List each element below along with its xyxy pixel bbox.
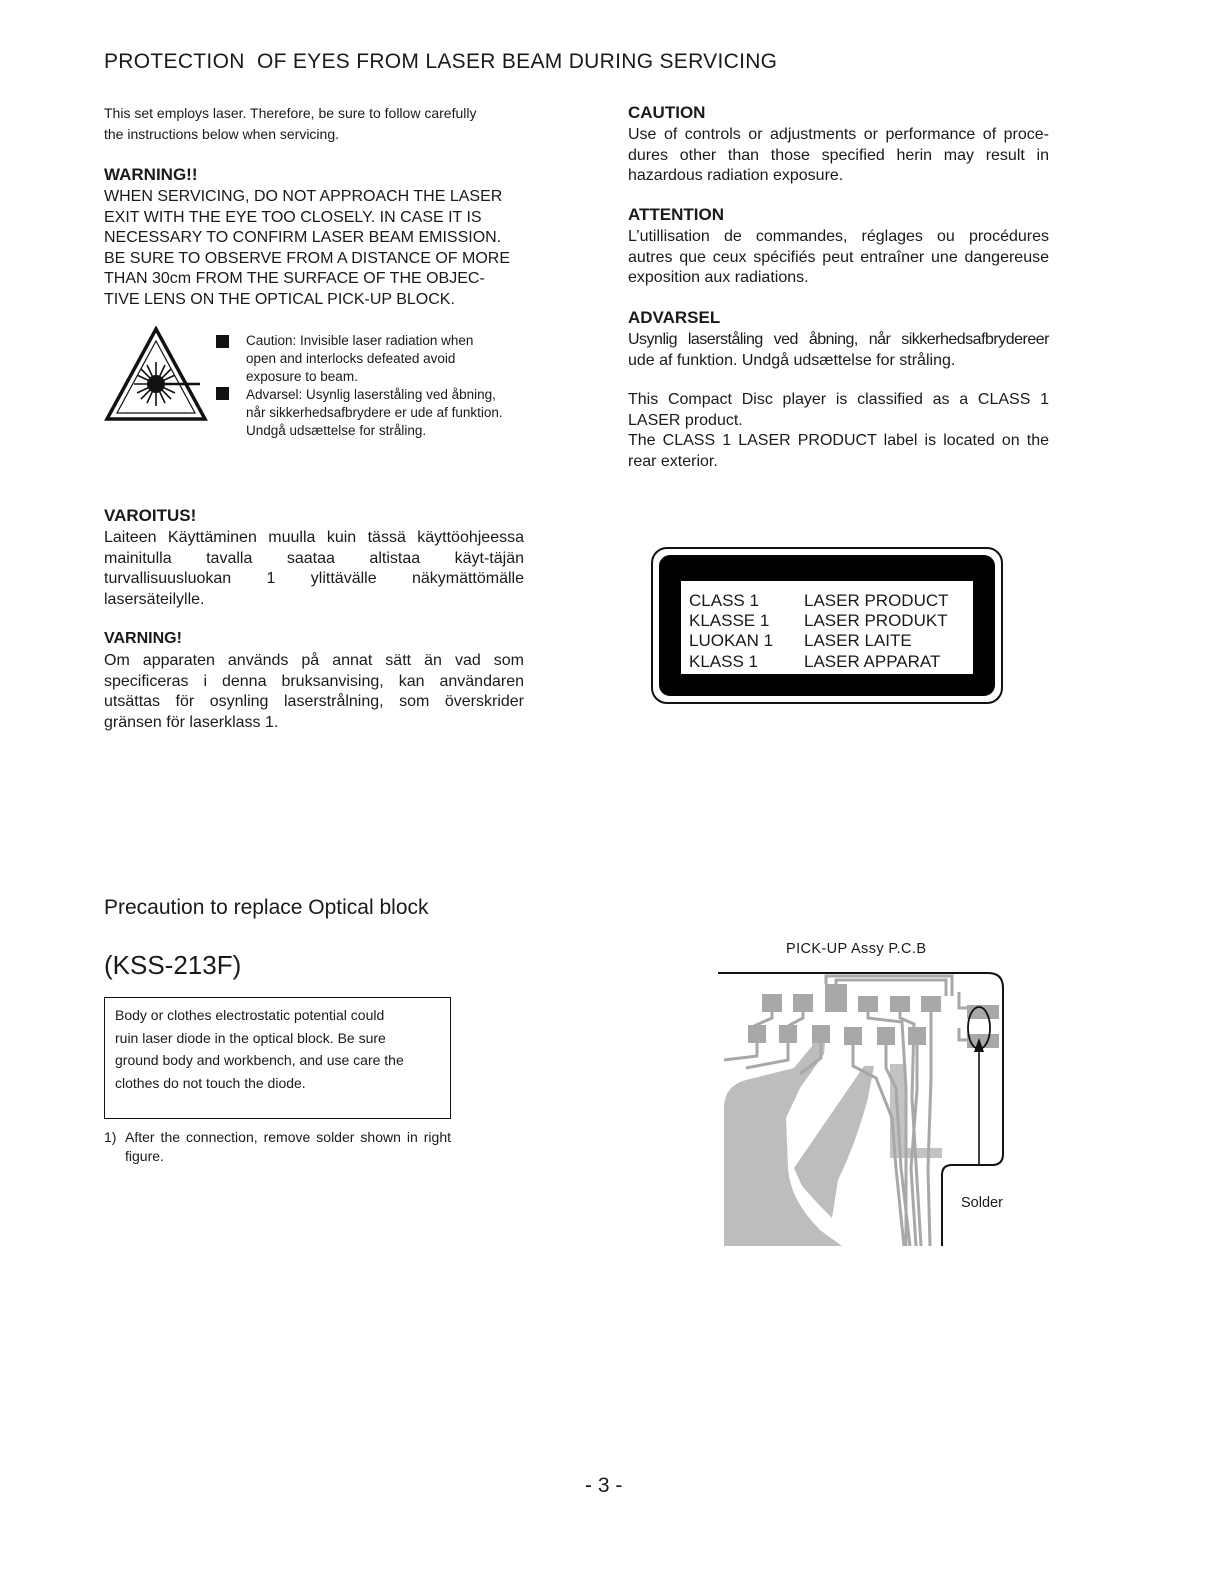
varning-line: gränsen för laserklass 1. [104, 713, 279, 731]
esd-note-line: clothes do not touch the diode. [115, 1074, 306, 1091]
label-product: LASER PRODUKT [804, 611, 948, 630]
esd-note-box [104, 997, 451, 1119]
advarsel-line: Advarsel: Usynlig laserståling ved åbning, [246, 387, 496, 402]
label-row [689, 591, 949, 611]
label-panel [681, 581, 973, 674]
label-row [689, 611, 948, 631]
varning-line: specificeras i denna bruksanvising, kan användaren [104, 672, 524, 690]
advarsel-line: når sikkerhedsafbrydere er ude af funktion. [246, 405, 503, 420]
label-class: KLASSE 1 [689, 611, 770, 630]
page-title: PROTECTION OF EYES FROM LASER BEAM DURING SERVICING [104, 50, 778, 73]
caution-line: exposure to beam. [246, 369, 358, 384]
label-product: LASER APPARAT [804, 652, 941, 671]
caution-body-line: hazardous radiation exposure. [628, 167, 844, 184]
label-product: LASER PRODUCT [804, 591, 949, 610]
bullet-icon [216, 335, 229, 348]
advarsel-line: ude af funktion. Undgå udsættelse for stråling. [628, 351, 956, 369]
caution-line: open and interlocks defeated avoid [246, 351, 456, 366]
attention-line: L’utillisation de commandes, réglages ou procédures [628, 228, 1049, 245]
laser-advarsel-text [246, 386, 524, 440]
laser-product-label [651, 547, 1003, 704]
varoitus-heading: VAROITUS! [104, 506, 197, 525]
varoitus-section [104, 506, 524, 610]
warning-line: BE SURE TO OBSERVE FROM A DISTANCE OF MORE [104, 249, 511, 267]
varoitus-body [104, 528, 524, 610]
warning-line: TIVE LENS ON THE OPTICAL PICK-UP BLOCK. [104, 290, 455, 308]
advarsel-section [628, 308, 1049, 371]
varoitus-line: mainitulla tavalla saataa altistaa käyt-täjän [104, 549, 524, 567]
varning-body [104, 651, 524, 733]
caution-body-line: Use of controls or adjustments or performance of proce- [628, 126, 1049, 143]
step-text: After the connection, remove solder shown in right figure. [125, 1129, 451, 1164]
warning-body [104, 187, 524, 310]
advarsel-line: Undgå udsættelse for stråling. [246, 423, 427, 438]
warning-line: WHEN SERVICING, DO NOT APPROACH THE LASER [104, 188, 503, 205]
warning-line: EXIT WITH THE EYE TOO CLOSELY. IN CASE IT IS [104, 208, 482, 226]
warning-heading: WARNING!! [104, 165, 198, 184]
caution-body-line: dures other than those specified herin may result in [628, 146, 1049, 164]
esd-note-line: ground body and workbench, and use care the [115, 1052, 404, 1068]
caution-body [628, 125, 1049, 187]
class-note-line: This Compact Disc player is classified as a CLASS 1 [628, 391, 1049, 408]
varning-line: utsättas för osynling laserstrålning, som överskrider [104, 693, 524, 710]
step-1 [104, 1128, 451, 1166]
attention-line: exposition aux radiations. [628, 269, 809, 286]
step-number: 1) [104, 1129, 117, 1145]
varoitus-line: turvallisuusluokan 1 ylittävälle näkymättömälle [104, 570, 524, 587]
caution-line: Caution: Invisible laser radiation when [246, 333, 474, 348]
advarsel-heading: ADVARSEL [628, 308, 721, 327]
laser-caution-text [246, 332, 524, 386]
class-note-line: The CLASS 1 LASER PRODUCT label is located on the [628, 432, 1049, 449]
varoitus-line: Laiteen Käyttäminen muulla kuin tässä käyttöohjeessa [104, 529, 524, 546]
varning-section [104, 629, 524, 733]
advarsel-body [628, 330, 1049, 371]
caution-section [628, 103, 1049, 187]
figure-caption: PICK-UP Assy P.C.B [786, 941, 927, 957]
caution-heading: CAUTION [628, 103, 706, 122]
varning-heading: VARNING! [104, 630, 182, 647]
esd-note-line: Body or clothes electrostatic potential could [115, 1007, 385, 1023]
label-product: LASER LAITE [804, 631, 912, 650]
attention-section [628, 205, 1049, 289]
label-class: CLASS 1 [689, 591, 759, 610]
intro-line: This set employs laser. Therefore, be sure to follow carefully [104, 105, 477, 121]
page-number: - 3 - [585, 1474, 623, 1497]
warning-section [104, 165, 524, 310]
model-number: (KSS-213F) [104, 950, 242, 980]
label-class: LUOKAN 1 [689, 631, 774, 650]
label-row [689, 652, 941, 672]
class-note [628, 390, 1049, 472]
intro-line: the instructions below when servicing. [104, 126, 340, 142]
attention-heading: ATTENTION [628, 205, 725, 224]
precaution-title: Precaution to replace Optical block [104, 896, 429, 919]
bullet-icon [216, 387, 229, 400]
warning-line: THAN 30cm FROM THE SURFACE OF THE OBJEC- [104, 270, 485, 287]
intro-text [104, 103, 524, 145]
esd-note-line: ruin laser diode in the optical block. Be sure [115, 1029, 386, 1046]
class-note-line: rear exterior. [628, 452, 718, 470]
varoitus-line: lasersäteilylle. [104, 590, 205, 608]
warning-line: NECESSARY TO CONFIRM LASER BEAM EMISSION. [104, 229, 502, 246]
advarsel-line: Usynlig laserståling ved åbning, når sikkerhedsafbrydereer [628, 331, 1049, 348]
attention-line: autres que ceux spécifiés peut entraîner une dangereuse [628, 248, 1049, 266]
class-note-line: LASER product. [628, 411, 743, 429]
label-row [689, 631, 912, 651]
varning-line: Om apparaten används på annat sätt än vad som [104, 652, 524, 669]
label-class: KLASS 1 [689, 652, 758, 671]
label-border [659, 555, 995, 696]
solder-label: Solder [961, 1195, 1003, 1211]
attention-body [628, 227, 1049, 289]
laser-warning-icon [104, 326, 208, 422]
